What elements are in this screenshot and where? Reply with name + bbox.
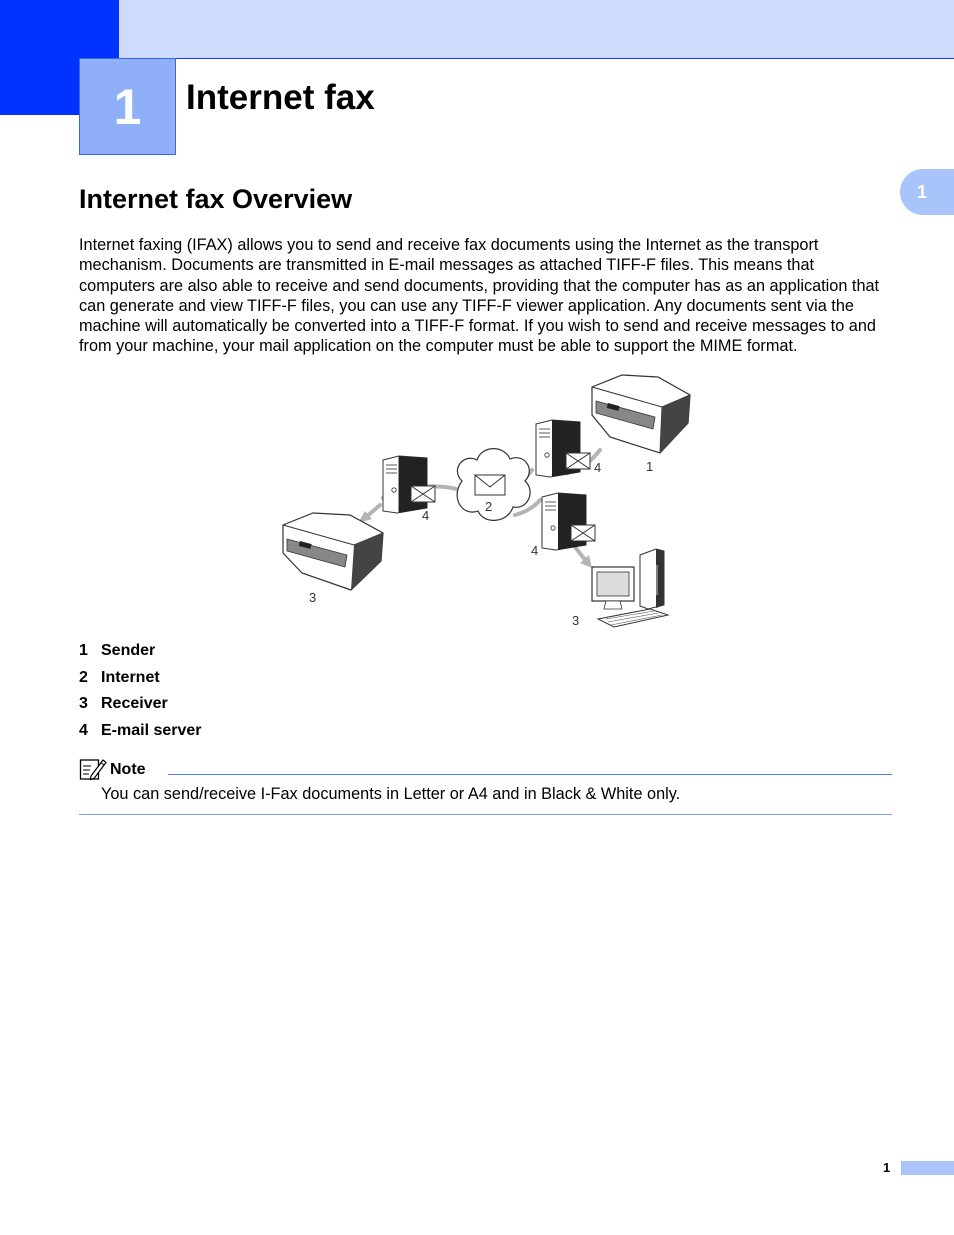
internet-fax-diagram (270, 365, 700, 640)
page-tab (901, 1161, 954, 1175)
cloud-icon (457, 449, 530, 521)
callout-4: 4 (531, 543, 539, 558)
envelope-icon (566, 453, 590, 469)
note-box (79, 757, 892, 815)
page-number: 1 (883, 1160, 891, 1175)
server-icon (383, 456, 427, 513)
envelope-icon (571, 525, 595, 541)
note-label: Note (110, 761, 146, 778)
section-title: Internet fax Overview (79, 184, 353, 214)
note-text: You can send/receive I-Fax documents in Letter or A4 and in Black & White only. (101, 785, 681, 803)
callout-3: 3 (572, 613, 580, 628)
printer-icon (592, 375, 690, 453)
note-divider (168, 774, 892, 775)
callout-1: 1 (646, 459, 654, 474)
legend-item: 2 Internet (79, 668, 160, 686)
callout-4: 4 (594, 460, 602, 475)
side-chapter-tab: 1 (900, 169, 954, 215)
computer-icon (592, 549, 668, 627)
chapter-title: Internet fax (186, 78, 375, 117)
intro-paragraph: Internet faxing (IFAX) allows you to send and receive fax documents using the Internet as the transport mechanism. Documents are transmitted in E-mail messages as attached TIFF-F files. This means that computers are also able to receive and send documents, providing that the computer has as an application that can generate and view TIFF-F files, you can use any TIFF-F viewer application. Any documents sent via the machine will automatically be converted into a TIFF-F format. If you wish to send and receive messages to and from your machine, your mail application on the computer must be able to support the MIME format. (79, 236, 880, 356)
diagram-legend (79, 642, 202, 749)
callout-2: 2 (485, 499, 493, 514)
legend-item: 3 Receiver (79, 695, 168, 713)
callout-3: 3 (309, 590, 317, 605)
legend-item: 4 E-mail server (79, 722, 202, 740)
envelope-icon (411, 486, 435, 502)
chapter-number: 1 (79, 58, 176, 155)
pencil-note-icon (79, 757, 107, 781)
header-band (0, 0, 954, 59)
callout-4: 4 (422, 508, 430, 523)
legend-item: 1 Sender (79, 642, 156, 659)
printer-icon (283, 513, 383, 590)
